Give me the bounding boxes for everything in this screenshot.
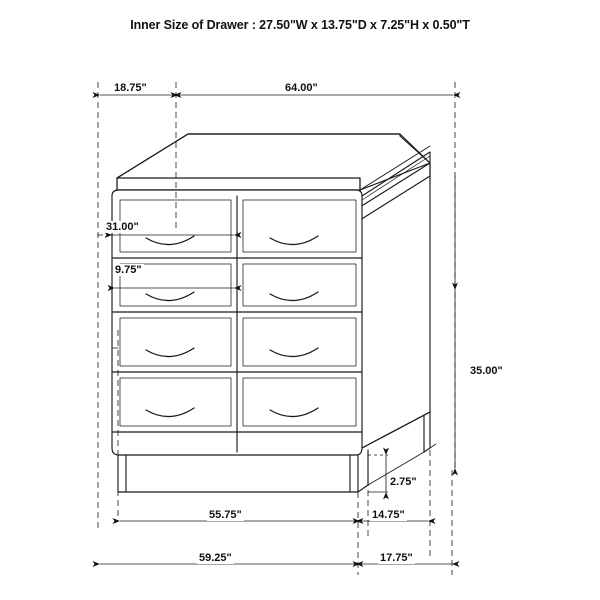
dimension-label-width-top: 64.00" (285, 82, 318, 94)
page-title: Inner Size of Drawer : 27.50"W x 13.75"D x 7.25"H x 0.50"T (130, 18, 470, 32)
dimension-label-total-height: 35.00" (470, 365, 503, 377)
dimension-label-front-width: 55.75" (209, 509, 242, 521)
dimension-label-side-depth: 14.75" (372, 509, 405, 521)
dimension-label-drawer-height: 9.75" (115, 264, 142, 276)
dimension-label-drawer-width-upper: 31.00" (106, 221, 139, 233)
dimension-label-leg-height: 2.75" (390, 476, 417, 488)
dimension-label-base-depth: 17.75" (380, 552, 413, 564)
dimension-label-depth-top: 18.75" (114, 82, 147, 94)
dimension-label-base-width: 59.25" (199, 552, 232, 564)
